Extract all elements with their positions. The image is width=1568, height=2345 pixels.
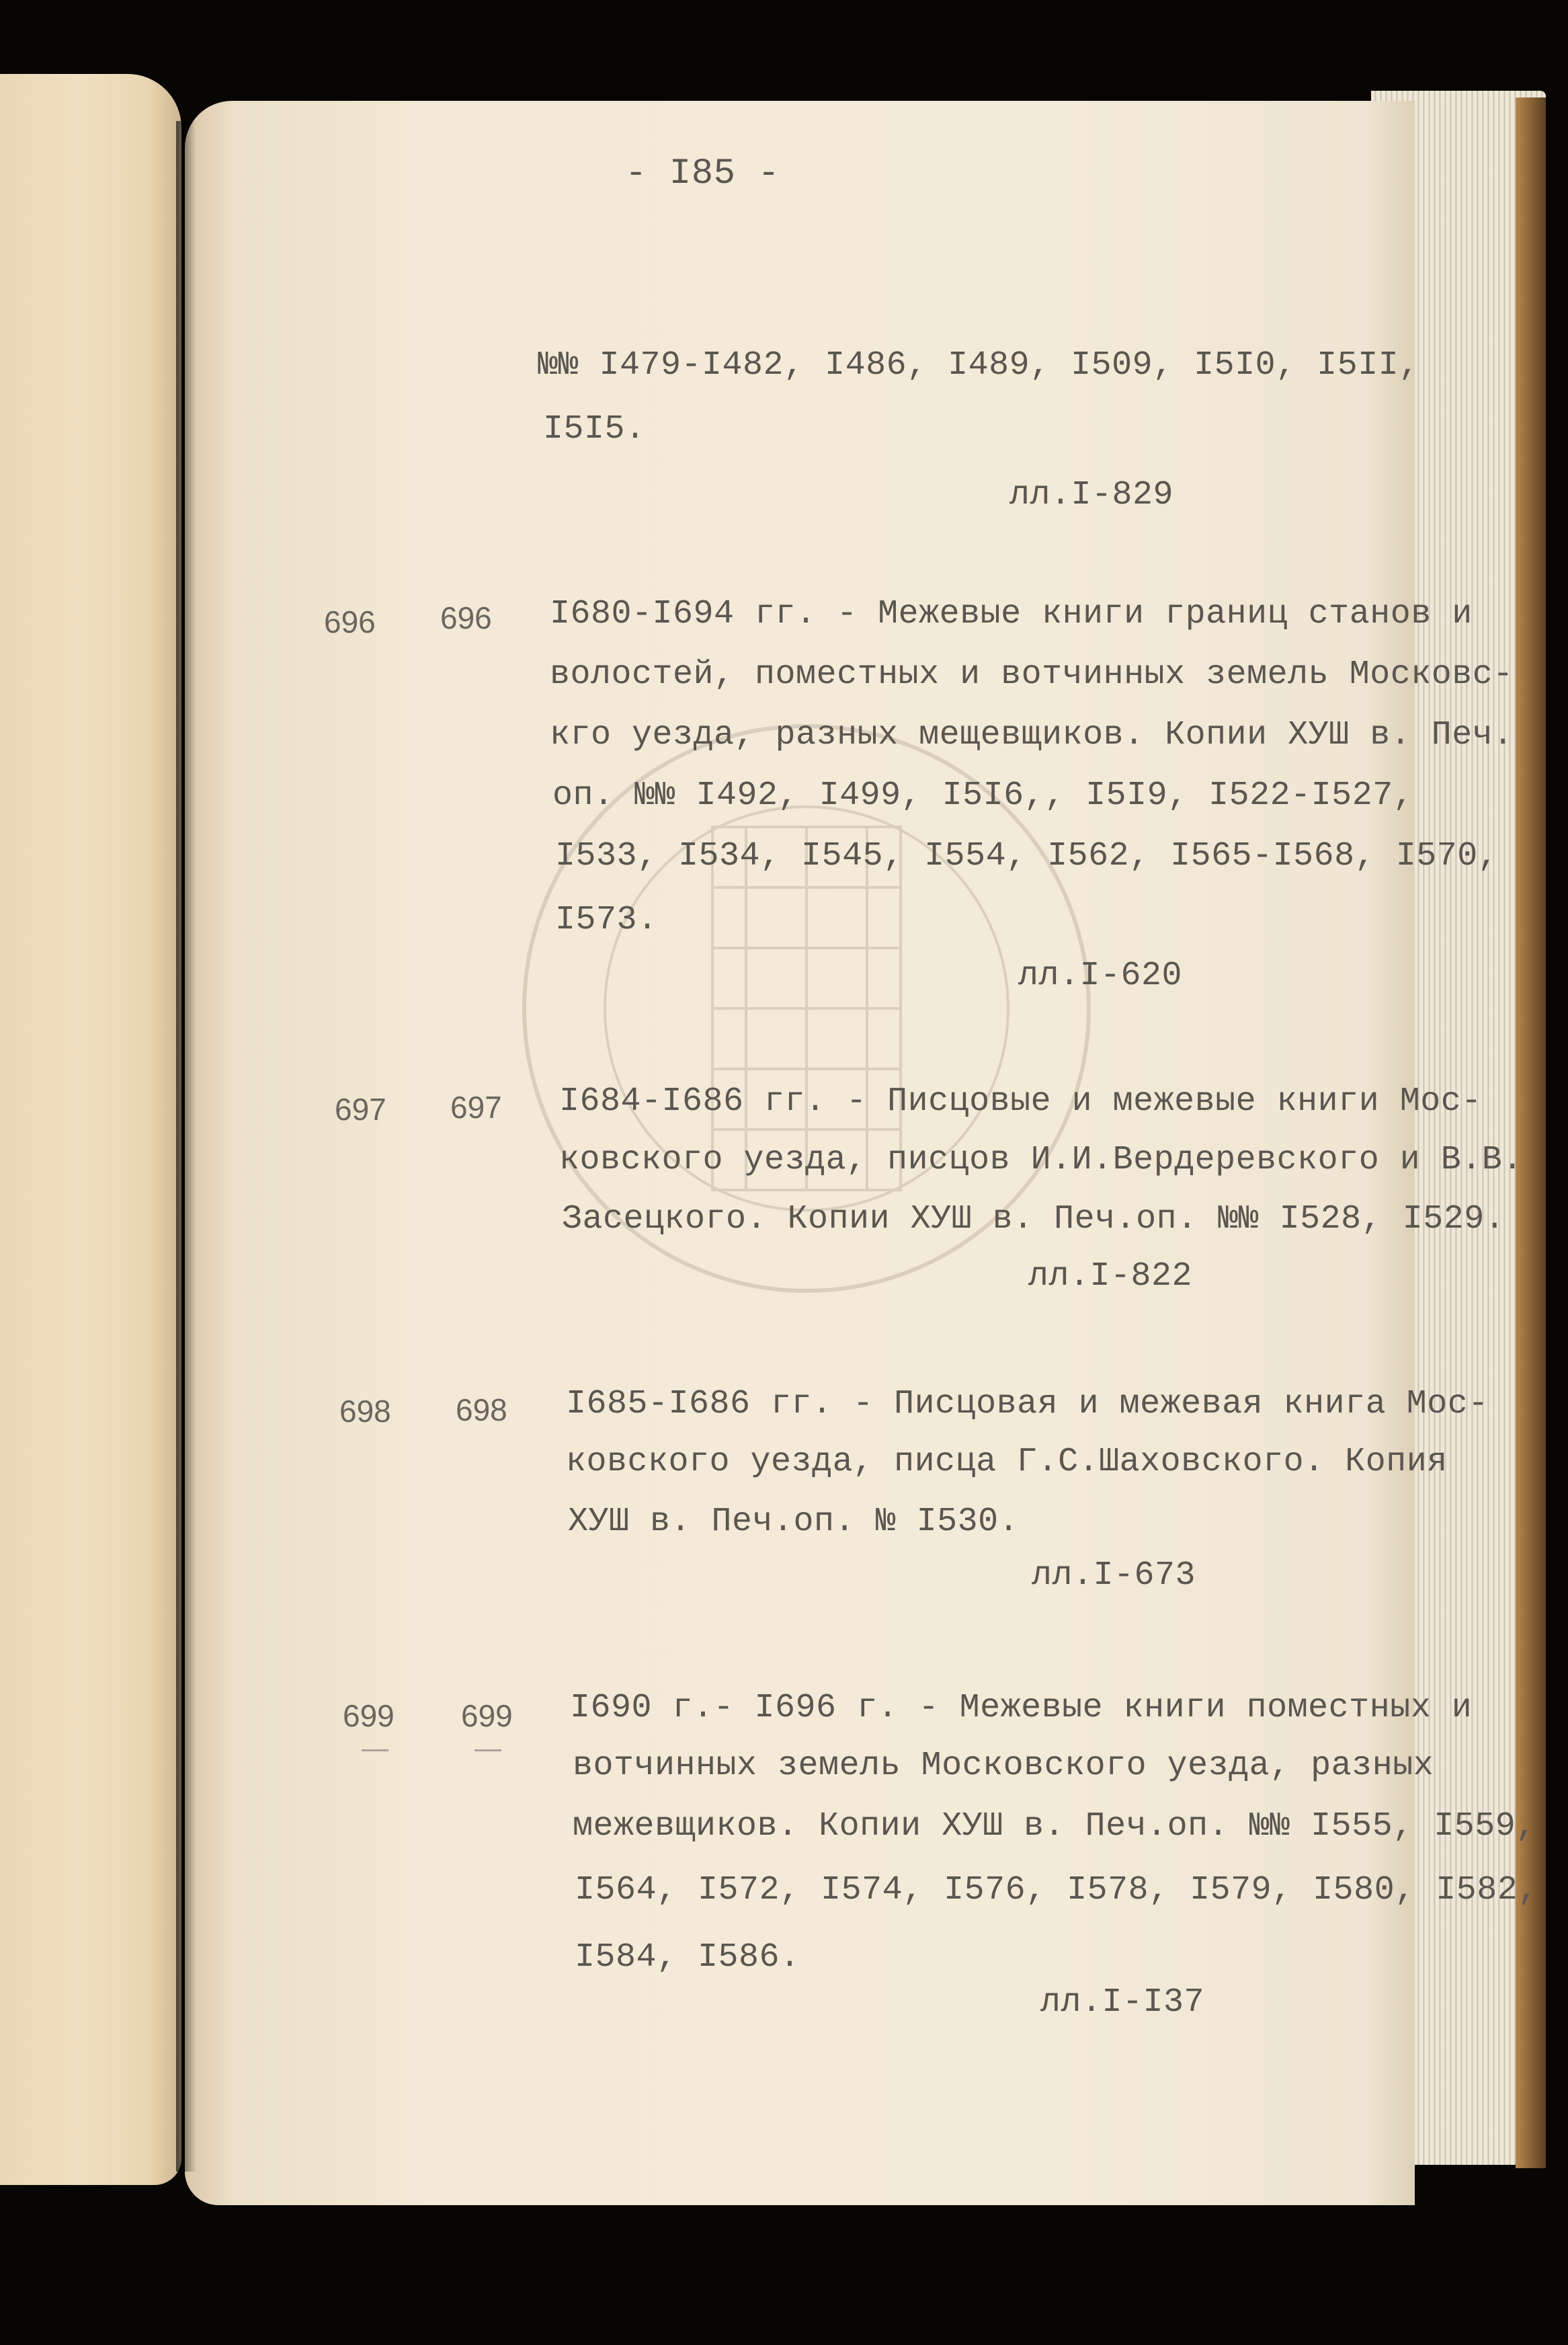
entry-number-b: 699 (461, 1698, 513, 1733)
entry-line: ХУШ в. Печ.оп. № I530. (568, 1503, 1020, 1541)
entry-number-a: 699 (343, 1698, 395, 1733)
entry-number-b: 696 (440, 600, 492, 635)
entry-line: оп. №№ I492, I499, I5I6,, I5I9, I522-I527, (552, 777, 1414, 815)
entry-line: I684-I686 гг. - Писцовые и межевые книги Мос- (559, 1082, 1482, 1121)
entry-line: I680-I694 гг. - Межевые книги границ станов и (550, 595, 1473, 633)
entry-number-a: 696 (324, 604, 376, 639)
underline-mark (362, 1749, 388, 1751)
entry-line: I573. (555, 901, 658, 939)
entry-folios: лл.I-620 (1018, 957, 1183, 995)
book-cover-edge (1516, 97, 1546, 2168)
entry-number-b: 698 (456, 1392, 507, 1427)
entry-line: I685-I686 гг. - Писцовая и межевая книга Мос- (566, 1385, 1489, 1423)
entry-folios: лл.I-822 (1028, 1257, 1193, 1296)
entry-line: межевщиков. Копии ХУШ в. Печ.оп. №№ I555, I559, (573, 1807, 1536, 1845)
entry-number-b: 697 (450, 1090, 502, 1125)
entry-line: волостей, поместных и вотчинных земель Московс- (550, 655, 1514, 694)
entry-folios: лл.I-I37 (1040, 1983, 1205, 2022)
entry-line: ковского уезда, писца Г.С.Шаховского. Копия (566, 1443, 1448, 1481)
intro-line-1: №№ I479-I482, I486, I489, I509, I5I0, I5II, (538, 346, 1419, 385)
entry-number-a: 698 (339, 1394, 391, 1429)
entry-line: кго уезда, разных мещевщиков. Копии ХУШ в. Печ. (550, 716, 1514, 754)
entry-line: I584, I586. (575, 1938, 800, 1977)
entry-line: вотчинных земель Московского уезда, разных (573, 1747, 1434, 1785)
entry-line: I533, I534, I545, I554, I562, I565-I568, I570, (555, 837, 1499, 875)
entry-number-a: 697 (335, 1092, 386, 1127)
entry-line: Засецкого. Копии ХУШ в. Печ.оп. №№ I528, I529. (562, 1200, 1505, 1238)
left-page (0, 74, 181, 2185)
page-number: - I85 - (625, 153, 780, 194)
intro-folios: лл.I-829 (1009, 476, 1174, 514)
entry-line: I564, I572, I574, I576, I578, I579, I580, I582, (575, 1871, 1538, 1909)
book-gutter (176, 121, 196, 2172)
intro-line-2: I5I5. (543, 410, 646, 448)
entry-line: ковского уезда, писцов И.И.Вердеревского и В.В. (559, 1141, 1523, 1179)
underline-mark (474, 1749, 501, 1751)
entry-folios: лл.I-673 (1032, 1556, 1196, 1595)
entry-line: I690 г.- I696 г. - Межевые книги поместных и (570, 1689, 1473, 1727)
